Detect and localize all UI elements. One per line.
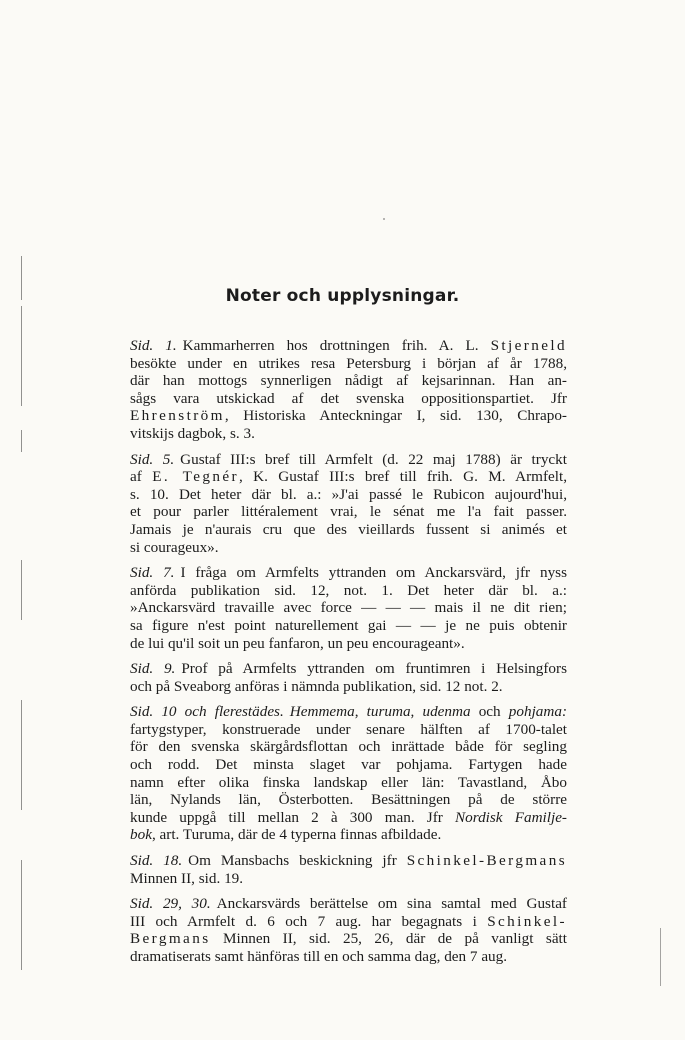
note-text: Prof på Armfelts yttranden om fruntimren i Helsingfors	[181, 660, 567, 678]
note-line	[130, 617, 567, 635]
note-reference: Sid. 1.	[130, 337, 177, 354]
note-line	[130, 503, 567, 521]
note-line	[130, 738, 567, 756]
note-line	[130, 355, 567, 373]
note-line	[130, 521, 567, 539]
note-text: Kammarherren hos drottningen frih. A. L.	[182, 337, 491, 354]
spaced-name: Ehrenström	[130, 407, 225, 425]
note-text: vitskijs dagbok, s. 3.	[130, 424, 255, 442]
note-paragraph	[130, 852, 567, 887]
note-paragraph	[130, 703, 567, 844]
note-text: Jamais je n'aurais cru que des vieillards fussent si animés et	[130, 520, 567, 538]
note-text: dramatiserats samt hänföras till en och samma dag, den 7 aug.	[130, 948, 508, 965]
note-line	[130, 407, 567, 425]
scan-edge-mark	[21, 306, 22, 406]
note-line	[130, 678, 567, 696]
note-line	[130, 930, 567, 948]
note-line	[130, 539, 567, 557]
note-text: si courageux».	[130, 538, 219, 556]
note-line	[130, 486, 567, 504]
note-reference: Sid. 29, 30.	[130, 895, 211, 913]
note-line	[130, 582, 567, 600]
note-text: län, Nylands län, Österbotten. Besättningen på de större	[130, 791, 567, 809]
page-title: Noter och upplysningar.	[225, 286, 460, 306]
note-line	[130, 774, 567, 792]
spaced-name: Bergmans	[130, 930, 211, 948]
note-text: Gustaf III:s bref till Armfelt (d. 22 maj 1788) är tryckt	[180, 450, 567, 468]
scan-edge-mark	[21, 430, 22, 452]
note-paragraph	[130, 337, 567, 443]
note-text: de lui qu'il soit un peu fanfaron, un peu encourageant».	[130, 634, 465, 652]
note-line	[130, 564, 567, 582]
note-text: ,	[354, 703, 367, 721]
note-text: sa figure n'est point naturellement gai — — je ne puis obtenir	[130, 616, 567, 634]
spaced-name: Schinkel-	[487, 912, 567, 930]
note-text: , art. Turuma, där de 4 typerna finnas afbildade.	[151, 826, 442, 844]
note-line	[130, 913, 567, 931]
paper-speck	[383, 218, 385, 220]
note-text: ,	[410, 703, 423, 721]
italic-term: udenma	[422, 703, 471, 721]
note-line	[130, 721, 567, 739]
note-text: kunde uppgå till mellan 2 à 300 man. Jfr	[130, 808, 455, 826]
italic-term: Hemmema	[289, 703, 355, 721]
note-line	[130, 826, 567, 844]
note-text: för den svenska skärgårdsflottan och inrättade både för segling	[130, 738, 567, 756]
notes-list	[130, 337, 567, 974]
note-line	[130, 425, 567, 443]
note-text: sågs vara utskickad af det svenska oppositionspartiet. Jfr	[130, 389, 567, 407]
note-text: et pour parler littéralement vrai, le sénat me l'a fait passer.	[130, 503, 567, 521]
scan-edge-mark	[21, 560, 22, 620]
scan-edge-mark	[660, 928, 661, 986]
note-line	[130, 337, 567, 355]
note-paragraph	[130, 660, 567, 695]
note-reference: Sid. 5.	[130, 450, 175, 468]
italic-term: turuma	[366, 703, 411, 721]
note-text: »Anckarsvärd travaille avec force — — — mais il ne dit rien;	[130, 599, 567, 617]
note-reference: Sid. 10 och flerestädes.	[130, 703, 284, 721]
note-text: och rodd. Det minsta slaget var pohjama. Fartygen hade	[130, 756, 567, 774]
note-text: Anckarsvärds berättelse om sina samtal med Gustaf	[216, 895, 567, 913]
note-line	[130, 635, 567, 653]
note-line	[130, 791, 567, 809]
scan-edge-mark	[21, 700, 22, 810]
italic-term: bok	[130, 826, 152, 844]
spaced-name: E. Tegnér	[152, 468, 239, 486]
note-paragraph	[130, 564, 567, 652]
scan-edge-mark	[21, 860, 22, 970]
note-text: fartygstyper, konstruerade under senare hälften af 1700-talet	[130, 720, 567, 738]
note-text: och på Sveaborg anföras i nämnda publikation, sid. 12 not. 2.	[130, 677, 503, 695]
spaced-name: Schinkel-Bergmans	[406, 852, 567, 870]
spaced-name: Stjerneld	[490, 337, 567, 354]
note-reference: Sid. 9.	[130, 660, 176, 678]
note-line	[130, 852, 567, 870]
note-line	[130, 451, 567, 469]
note-text: af	[130, 468, 153, 486]
note-line	[130, 468, 567, 486]
note-text: Minnen II, sid. 19.	[130, 869, 244, 887]
note-line	[130, 756, 567, 774]
note-line	[130, 895, 567, 913]
note-text: Minnen II, sid. 25, 26, där de på vanligt sätt	[210, 930, 567, 948]
note-text: och	[470, 703, 509, 721]
note-line	[130, 870, 567, 888]
note-line	[130, 703, 567, 721]
note-text: besökte under en utrikes resa Petersburg i början af år 1788,	[130, 354, 567, 372]
note-line	[130, 809, 567, 827]
note-text: där han mottogs synnerligen nådigt af kejsarinnan. Han an-	[130, 372, 567, 390]
note-paragraph	[130, 451, 567, 557]
note-line	[130, 948, 567, 966]
note-paragraph	[130, 895, 567, 965]
note-text: , Historiska Anteckningar I, sid. 130, Chrapo-	[224, 407, 567, 425]
note-text: III och Armfelt d. 6 och 7 aug. har begagnats i	[130, 912, 488, 930]
note-line	[130, 599, 567, 617]
italic-term: Nordisk Familje-	[455, 808, 567, 826]
note-reference: Sid. 18.	[130, 852, 183, 870]
note-text: anförda publikation sid. 12, not. 1. Det heter där bl. a.:	[130, 581, 567, 599]
note-text: Om Mansbachs beskickning jfr	[188, 852, 407, 870]
note-line	[130, 372, 567, 390]
note-text: s. 10. Det heter där bl. a.: »J'ai passé le Rubicon aujourd'hui,	[130, 485, 567, 503]
note-text: namn efter olika finska landskap eller län: Tavastland, Åbo	[130, 773, 567, 791]
note-line	[130, 390, 567, 408]
note-reference: Sid. 7.	[130, 564, 175, 582]
note-text: I fråga om Armfelts yttranden om Anckarsvärd, jfr nyss	[180, 564, 567, 582]
italic-term: pohjama:	[508, 703, 567, 721]
note-text: , K. Gustaf III:s bref till frih. G. M. Armfelt,	[238, 468, 568, 486]
note-line	[130, 660, 567, 678]
